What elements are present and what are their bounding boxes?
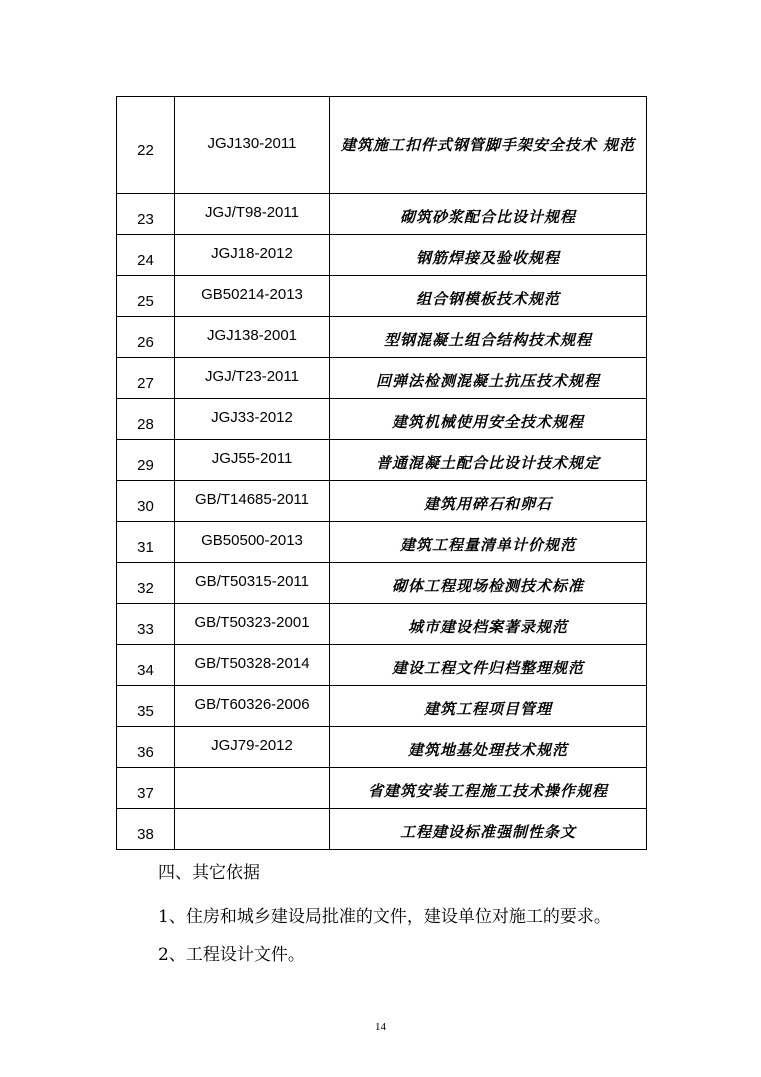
table-row	[117, 194, 647, 235]
section-heading: 四、其它依据	[158, 863, 260, 883]
row-number: 38	[117, 809, 175, 850]
row-number: 27	[117, 358, 175, 399]
row-number: 34	[117, 645, 175, 686]
table-row	[117, 604, 647, 645]
standard-name: 建筑工程项目管理	[330, 686, 647, 727]
table-row	[117, 686, 647, 727]
row-number: 28	[117, 399, 175, 440]
standard-code: JGJ/T23-2011	[175, 358, 330, 399]
standard-code: JGJ55-2011	[175, 440, 330, 481]
standard-name: 回弹法检测混凝土抗压技术规程	[330, 358, 647, 399]
standard-name: 建筑地基处理技术规范	[330, 727, 647, 768]
standard-name: 组合钢模板技术规范	[330, 276, 647, 317]
standard-code: GB/T60326-2006	[175, 686, 330, 727]
standard-name: 普通混凝土配合比设计技术规定	[330, 440, 647, 481]
table-row	[117, 768, 647, 809]
standard-code: GB/T50315-2011	[175, 563, 330, 604]
table-row	[117, 235, 647, 276]
standard-name: 砌筑砂浆配合比设计规程	[330, 194, 647, 235]
table-row	[117, 727, 647, 768]
standard-code: JGJ/T98-2011	[175, 194, 330, 235]
standard-code: GB/T50323-2001	[175, 604, 330, 645]
row-number: 35	[117, 686, 175, 727]
basis-item: 2、工程设计文件。	[158, 945, 305, 965]
row-number: 26	[117, 317, 175, 358]
row-number: 22	[117, 97, 175, 194]
table-row	[117, 645, 647, 686]
standard-name: 工程建设标准强制性条文	[330, 809, 647, 850]
row-number: 23	[117, 194, 175, 235]
standard-code	[175, 809, 330, 850]
standard-code: GB/T14685-2011	[175, 481, 330, 522]
standard-name: 建筑施工扣件式钢管脚手架安全技术 规范	[330, 97, 647, 194]
basis-item: 1、住房和城乡建设局批准的文件，建设单位对施工的要求。	[158, 907, 611, 927]
table-row	[117, 317, 647, 358]
table-row	[117, 522, 647, 563]
standard-name: 城市建设档案著录规范	[330, 604, 647, 645]
row-number: 36	[117, 727, 175, 768]
standard-name: 建筑工程量清单计价规范	[330, 522, 647, 563]
table-row	[117, 97, 647, 194]
standard-code: JGJ130-2011	[175, 97, 330, 194]
standard-name: 省建筑安装工程施工技术操作规程	[330, 768, 647, 809]
row-number: 24	[117, 235, 175, 276]
row-number: 25	[117, 276, 175, 317]
standard-name: 建设工程文件归档整理规范	[330, 645, 647, 686]
row-number: 32	[117, 563, 175, 604]
standard-code: JGJ138-2001	[175, 317, 330, 358]
row-number: 31	[117, 522, 175, 563]
table-row	[117, 563, 647, 604]
standard-name: 建筑机械使用安全技术规程	[330, 399, 647, 440]
standards-table	[116, 96, 647, 850]
standard-code: JGJ79-2012	[175, 727, 330, 768]
row-number: 29	[117, 440, 175, 481]
standard-code: GB/T50328-2014	[175, 645, 330, 686]
standard-code	[175, 768, 330, 809]
row-number: 33	[117, 604, 175, 645]
standard-name: 型钢混凝土组合结构技术规程	[330, 317, 647, 358]
row-number: 37	[117, 768, 175, 809]
table-row	[117, 440, 647, 481]
standard-code: JGJ18-2012	[175, 235, 330, 276]
standard-code: GB50500-2013	[175, 522, 330, 563]
page-number: 14	[375, 1021, 386, 1033]
standard-name: 建筑用碎石和卵石	[330, 481, 647, 522]
standard-name: 钢筋焊接及验收规程	[330, 235, 647, 276]
table-row	[117, 809, 647, 850]
standard-code: GB50214-2013	[175, 276, 330, 317]
standard-code: JGJ33-2012	[175, 399, 330, 440]
row-number: 30	[117, 481, 175, 522]
standard-name: 砌体工程现场检测技术标准	[330, 563, 647, 604]
table-row	[117, 481, 647, 522]
table-row	[117, 399, 647, 440]
table-row	[117, 276, 647, 317]
table-row	[117, 358, 647, 399]
